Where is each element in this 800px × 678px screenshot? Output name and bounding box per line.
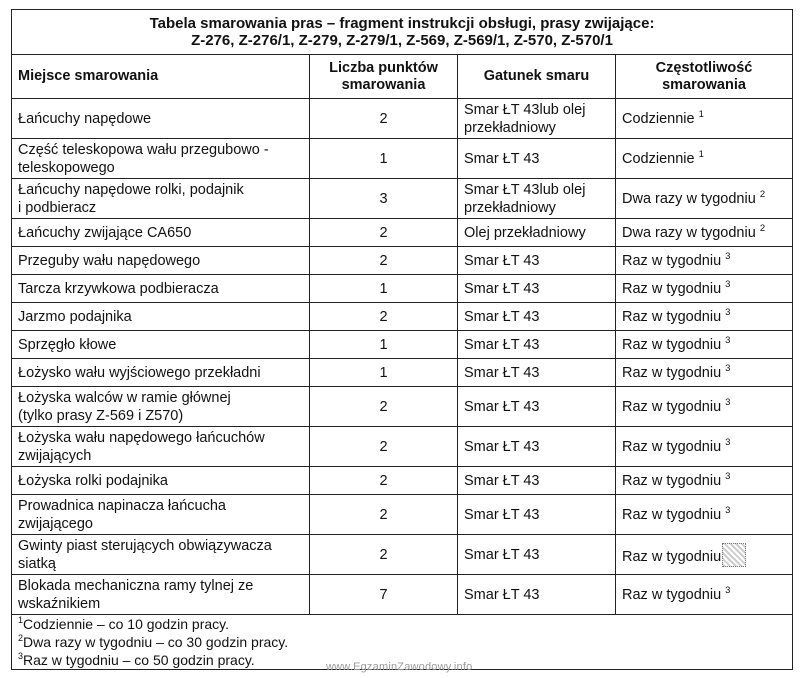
footnote-3-num: 3	[18, 651, 24, 661]
table-row	[12, 303, 793, 331]
place-line1: Sprzęgło kłowe	[18, 336, 117, 353]
cell-frequency	[616, 275, 793, 303]
cell-grease	[458, 535, 616, 575]
place-line1: Blokada mechaniczna ramy tylnej ze	[18, 577, 254, 594]
cell-grease	[458, 139, 616, 179]
cell-place	[12, 387, 310, 427]
cell-place	[12, 275, 310, 303]
cell-grease	[458, 495, 616, 535]
frequency-footnote-ref: 2	[759, 222, 766, 234]
header-frequency	[616, 55, 793, 99]
footnote-1	[18, 615, 786, 633]
cell-count: 1	[310, 331, 458, 359]
footnote-1-text: Codziennie – co 10 godzin pracy.	[23, 616, 229, 632]
cell-count: 2	[310, 467, 458, 495]
footnote-3-text: Raz w tygodniu – co 50 godzin pracy.	[23, 652, 255, 668]
place-line1: Część teleskopowa wału przegubowo -	[18, 141, 269, 158]
header-count-line1: Liczba punktów	[329, 59, 438, 76]
place-line1: Jarzmo podajnika	[18, 308, 132, 325]
table-row	[12, 359, 793, 387]
cell-count: 2	[310, 99, 458, 139]
frequency-text: Raz w tygodniu	[622, 586, 722, 603]
frequency-text: Raz w tygodniu	[622, 364, 722, 381]
table-title	[12, 10, 793, 55]
cell-grease	[458, 275, 616, 303]
cell-frequency	[616, 303, 793, 331]
cell-grease	[458, 99, 616, 139]
footnote-2-num: 2	[18, 633, 24, 643]
grease-line1: Smar ŁT 43	[464, 336, 540, 353]
place-line2: teleskopowego	[18, 159, 115, 176]
cell-frequency	[616, 179, 793, 219]
grease-line2: przekładniowy	[464, 199, 556, 216]
cell-place	[12, 139, 310, 179]
table-row	[12, 99, 793, 139]
place-line2: zwijającego	[18, 515, 93, 532]
grease-line1: Smar ŁT 43	[464, 586, 540, 603]
qr-code-icon	[722, 543, 746, 567]
cell-count: 2	[310, 387, 458, 427]
cell-count: 2	[310, 427, 458, 467]
place-line2: wskaźnikiem	[18, 595, 101, 612]
header-place: Miejsce smarowania	[12, 55, 310, 99]
grease-line2: przekładniowy	[464, 119, 556, 136]
cell-place	[12, 179, 310, 219]
place-line1: Łożyska wału napędowego łańcuchów	[18, 429, 265, 446]
table-row	[12, 275, 793, 303]
place-line2: i podbieracz	[18, 199, 97, 216]
frequency-footnote-ref: 3	[725, 250, 731, 262]
cell-place	[12, 331, 310, 359]
cell-grease	[458, 387, 616, 427]
cell-grease	[458, 467, 616, 495]
cell-grease	[458, 179, 616, 219]
place-line1: Łańcuchy napędowe	[18, 110, 152, 127]
header-count	[310, 55, 458, 99]
table-title-line2: Z-276, Z-276/1, Z-279, Z-279/1, Z-569, Z-569/1, Z-570, Z-570/1	[191, 32, 613, 49]
grease-line1: Smar ŁT 43	[464, 472, 540, 489]
frequency-footnote-ref: 3	[725, 362, 731, 374]
place-line1: Łożyska walców w ramie głównej	[18, 389, 231, 406]
cell-place	[12, 303, 310, 331]
cell-count: 2	[310, 219, 458, 247]
table-row	[12, 247, 793, 275]
watermark: www.EgzaminZawodowy.info	[326, 661, 473, 673]
grease-line1: Smar ŁT 43	[464, 506, 540, 523]
grease-line1: Smar ŁT 43	[464, 150, 540, 167]
frequency-text: Raz w tygodniu	[622, 252, 722, 269]
place-line1: Tarcza krzywkowa podbieracza	[18, 280, 219, 297]
cell-count: 2	[310, 495, 458, 535]
grease-line1: Smar ŁT 43	[464, 252, 540, 269]
place-line1: Przeguby wału napędowego	[18, 252, 201, 269]
cell-place	[12, 535, 310, 575]
cell-frequency	[616, 387, 793, 427]
cell-count: 3	[310, 179, 458, 219]
cell-grease	[458, 427, 616, 467]
frequency-text: Raz w tygodniu	[622, 336, 722, 353]
cell-place	[12, 99, 310, 139]
cell-grease	[458, 303, 616, 331]
frequency-footnote-ref: 3	[725, 278, 731, 290]
cell-frequency	[616, 535, 793, 575]
footnote-2-text: Dwa razy w tygodniu – co 30 godzin pracy.	[23, 634, 289, 650]
place-line2: (tylko prasy Z-569 i Z570)	[18, 407, 184, 424]
frequency-footnote-ref: 3	[725, 436, 731, 448]
cell-count: 1	[310, 359, 458, 387]
grease-line1: Smar ŁT 43	[464, 308, 540, 325]
frequency-text: Raz w tygodniu	[622, 398, 722, 415]
frequency-text: Dwa razy w tygodniu	[622, 190, 756, 207]
frequency-text: Raz w tygodniu	[622, 280, 722, 297]
frequency-text: Raz w tygodniu	[622, 472, 722, 489]
cell-frequency	[616, 359, 793, 387]
table-row	[12, 535, 793, 575]
table-row	[12, 179, 793, 219]
frequency-text: Raz w tygodniu	[622, 506, 722, 523]
place-line1: Łożyska rolki podajnika	[18, 472, 168, 489]
frequency-footnote-ref: 3	[725, 470, 731, 482]
frequency-text: Codziennie	[622, 110, 695, 127]
frequency-footnote-ref: 1	[698, 108, 704, 120]
header-count-line2: smarowania	[341, 76, 426, 93]
cell-count: 1	[310, 275, 458, 303]
cell-place	[12, 495, 310, 535]
cell-place	[12, 427, 310, 467]
grease-line1: Smar ŁT 43	[464, 398, 540, 415]
cell-grease	[458, 359, 616, 387]
place-line1: Gwinty piast sterujących obwiązywacza	[18, 537, 272, 554]
grease-line1: Smar ŁT 43lub olej	[464, 101, 586, 118]
frequency-footnote-ref: 3	[725, 306, 731, 318]
cell-frequency	[616, 247, 793, 275]
table-row	[12, 495, 793, 535]
table-row	[12, 467, 793, 495]
grease-line1: Smar ŁT 43	[464, 438, 540, 455]
grease-line1: Smar ŁT 43	[464, 546, 540, 563]
cell-frequency	[616, 139, 793, 179]
table-row	[12, 331, 793, 359]
table-row	[12, 427, 793, 467]
grease-line1: Olej przekładniowy	[464, 224, 586, 241]
cell-frequency	[616, 219, 793, 247]
lubrication-table	[11, 9, 793, 670]
cell-place	[12, 247, 310, 275]
frequency-footnote-ref: 3	[725, 396, 731, 408]
table-body	[12, 99, 793, 615]
cell-count: 2	[310, 303, 458, 331]
footnote-2	[18, 633, 786, 651]
place-line1: Łożysko wału wyjściowego przekładni	[18, 364, 261, 381]
place-line1: Łańcuchy zwijające CA650	[18, 224, 192, 241]
frequency-text: Dwa razy w tygodniu	[622, 224, 756, 241]
grease-line1: Smar ŁT 43	[464, 280, 540, 297]
cell-frequency	[616, 495, 793, 535]
table-row	[12, 219, 793, 247]
frequency-text: Codziennie	[622, 150, 695, 167]
frequency-footnote-ref: 3	[725, 584, 731, 596]
place-line2: siatką	[18, 555, 56, 572]
cell-frequency	[616, 99, 793, 139]
header-grease: Gatunek smaru	[458, 55, 616, 99]
frequency-text: Raz w tygodniu	[622, 548, 722, 565]
place-line2: zwijających	[18, 447, 92, 464]
cell-place	[12, 359, 310, 387]
cell-frequency	[616, 575, 793, 615]
table-row	[12, 575, 793, 615]
footnote-1-num: 1	[18, 615, 24, 625]
table-title-line1: Tabela smarowania pras – fragment instrukcji obsługi, prasy zwijające:	[149, 15, 655, 32]
header-frequency-line2: smarowania	[662, 76, 746, 93]
cell-place	[12, 575, 310, 615]
frequency-text: Raz w tygodniu	[622, 308, 722, 325]
grease-line1: Smar ŁT 43	[464, 364, 540, 381]
cell-frequency	[616, 467, 793, 495]
cell-count: 2	[310, 247, 458, 275]
frequency-footnote-ref: 2	[759, 188, 766, 200]
cell-place	[12, 467, 310, 495]
cell-frequency	[616, 331, 793, 359]
cell-grease	[458, 247, 616, 275]
frequency-text: Raz w tygodniu	[622, 438, 722, 455]
cell-count: 1	[310, 139, 458, 179]
place-line1: Prowadnica napinacza łańcucha	[18, 497, 226, 514]
frequency-footnote-ref: 1	[698, 148, 704, 160]
cell-count: 7	[310, 575, 458, 615]
cell-grease	[458, 575, 616, 615]
frequency-footnote-ref: 3	[725, 334, 731, 346]
cell-grease	[458, 219, 616, 247]
cell-frequency	[616, 427, 793, 467]
place-line1: Łańcuchy napędowe rolki, podajnik	[18, 181, 244, 198]
frequency-footnote-ref: 3	[725, 504, 731, 516]
header-row	[12, 55, 793, 99]
header-frequency-line1: Częstotliwość	[655, 59, 753, 76]
cell-count: 2	[310, 535, 458, 575]
cell-place	[12, 219, 310, 247]
cell-grease	[458, 331, 616, 359]
table-row	[12, 387, 793, 427]
grease-line1: Smar ŁT 43lub olej	[464, 181, 586, 198]
table-row	[12, 139, 793, 179]
